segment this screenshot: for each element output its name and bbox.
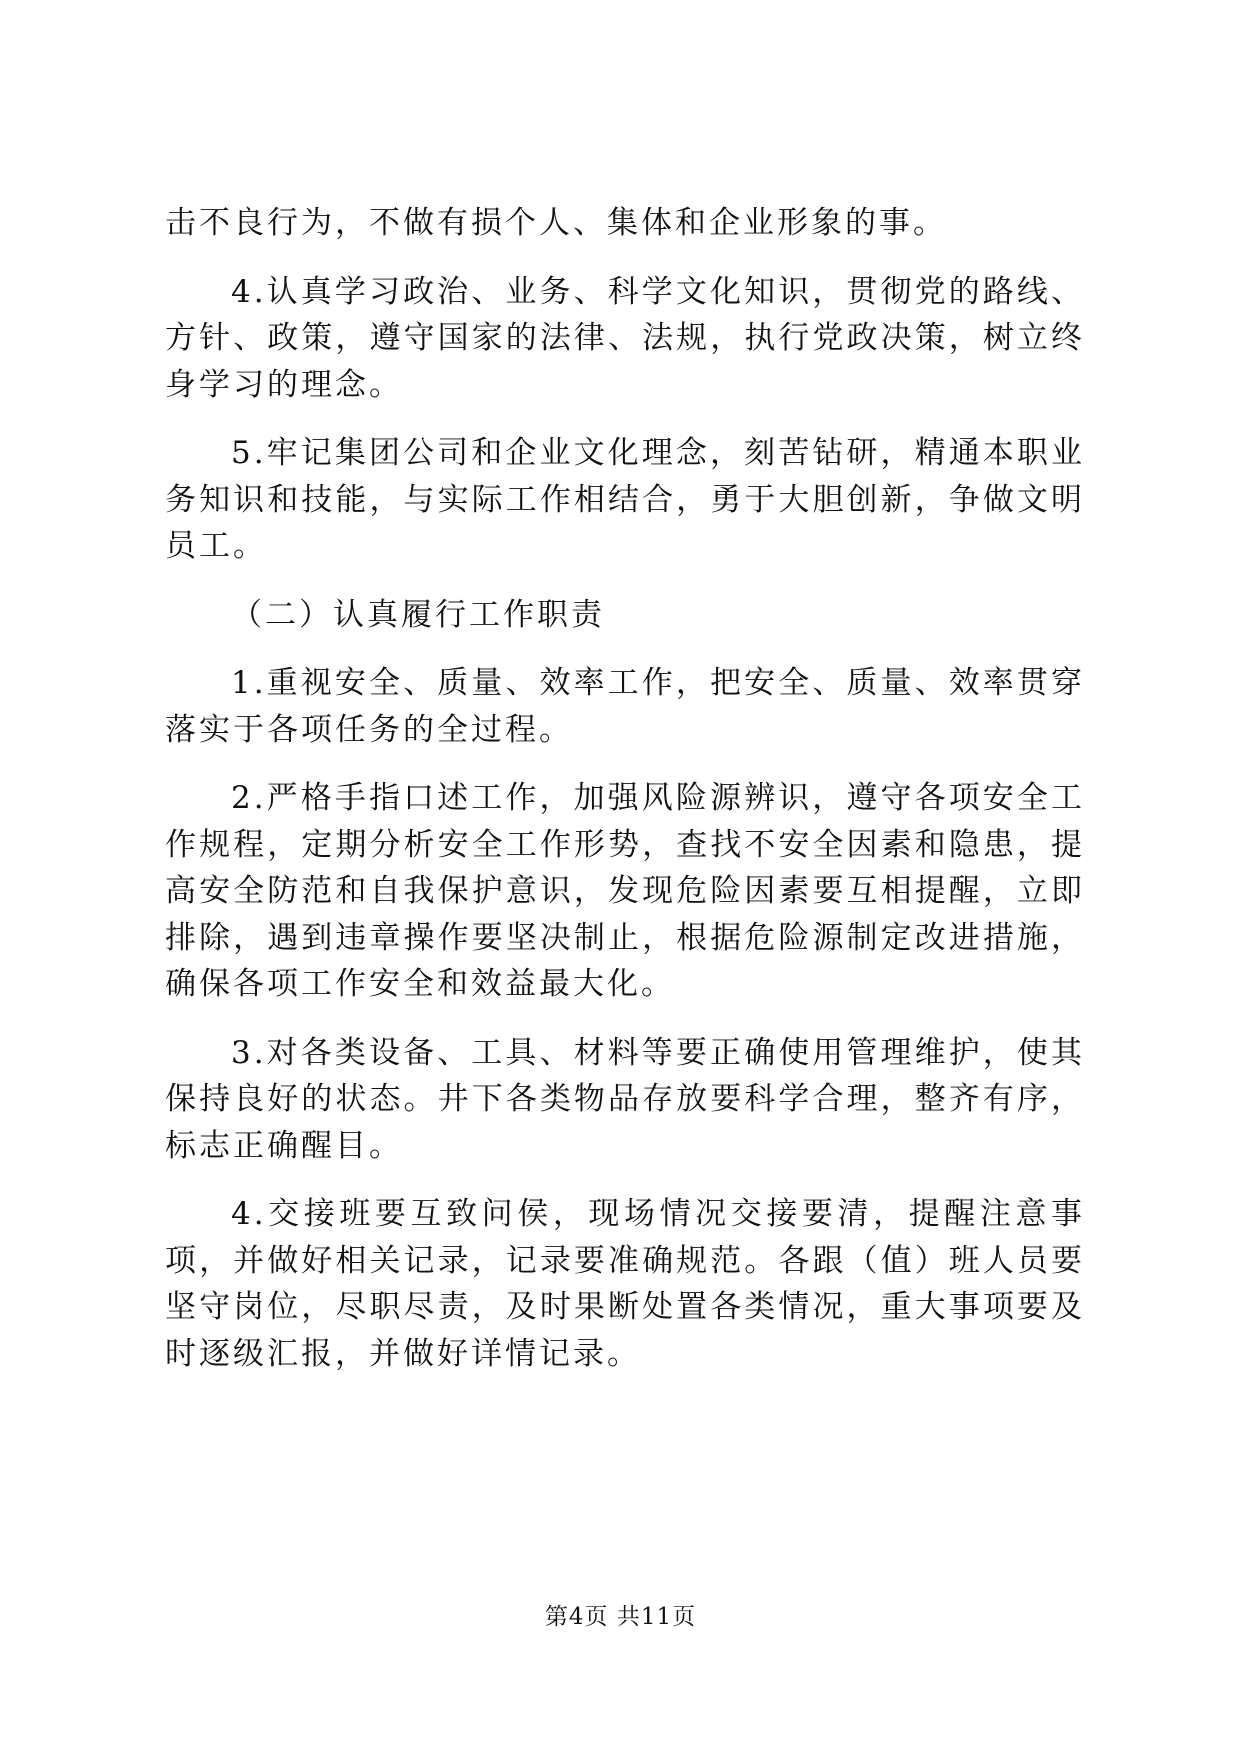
document-body — [165, 200, 1085, 1399]
paragraph-duty-4: 4.交接班要互致问侯，现场情况交接要清，提醒注意事项，并做好相关记录，记录要准确规范。各跟（值）班人员要坚守岗位，尽职尽责，及时果断处置各类情况，重大事项要及时逐级汇报，并做好详情记录。 — [165, 1196, 1085, 1372]
paragraph-duty-2: 2.严格手指口述工作，加强风险源辨识，遵守各项安全工作规程，定期分析安全工作形势，查找不安全因素和隐患，提高安全防范和自我保护意识，发现危险因素要互相提醒，立即排除，遇到违章操作要坚决制止，根据危险源制定改进措施，确保各项工作安全和效益最大化。 — [165, 780, 1085, 1002]
page-footer: 第4页 共11页 — [544, 1604, 697, 1630]
section-heading: （二）认真履行工作职责 — [231, 596, 605, 633]
paragraph-item-5: 5.牢记集团公司和企业文化理念，刻苦钻研，精通本职业务知识和技能，与实际工作相结合，勇于大胆创新，争做文明员工。 — [165, 435, 1085, 564]
paragraph-duty-3: 3.对各类设备、工具、材料等要正确使用管理维护，使其保持良好的状态。井下各类物品存放要科学合理，整齐有序，标志正确醒目。 — [165, 1034, 1085, 1164]
paragraph-duty-1: 1.重视安全、质量、效率工作，把安全、质量、效率贯穿落实于各项任务的全过程。 — [165, 665, 1085, 748]
paragraph-continuation: 击不良行为，不做有损个人、集体和企业形象的事。 — [165, 205, 947, 241]
paragraph-item-4: 4.认真学习政治、业务、科学文化知识，贯彻党的路线、方针、政策，遵守国家的法律、法规，执行党政决策，树立终身学习的理念。 — [165, 273, 1085, 403]
